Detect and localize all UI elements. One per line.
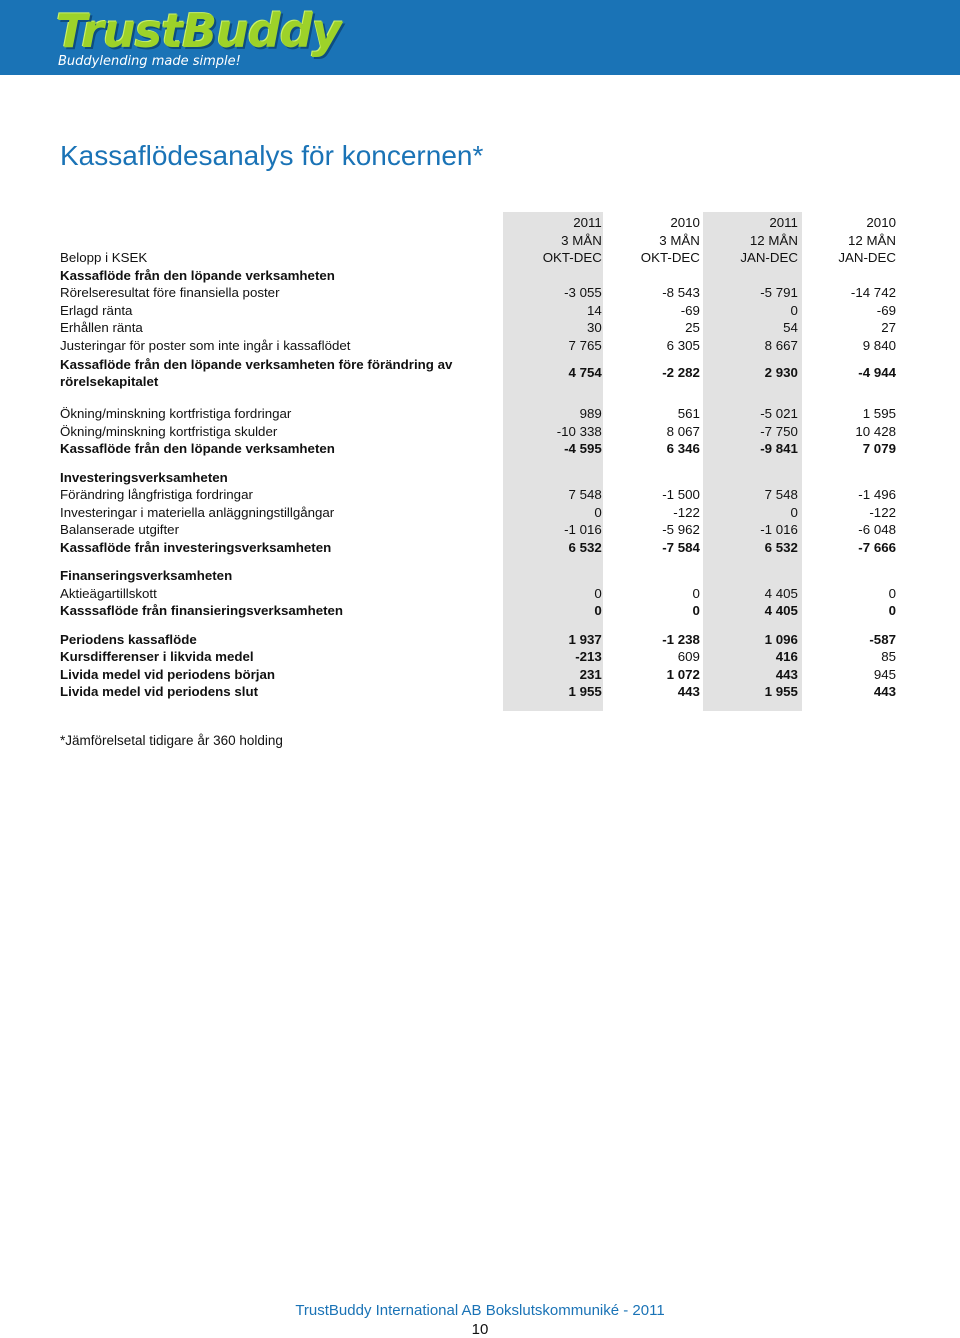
row-label: Finanseringsverksamheten (60, 568, 233, 583)
row-label: Ökning/minskning kortfristiga skulder (60, 423, 278, 439)
cell-value: -1 496 (858, 487, 896, 502)
cell-value: -4 595 (564, 441, 602, 456)
cell-value: -6 048 (858, 522, 896, 537)
cell-value: -14 742 (850, 285, 896, 300)
table-row (60, 648, 898, 666)
cell-value: 0 (888, 585, 896, 601)
trustbuddy-logo: TrustBuddy (56, 4, 341, 58)
row-label: Justeringar för poster som inte ingår i kassaflödet (60, 337, 351, 353)
table-row (60, 469, 898, 487)
cell-value: 6 532 (568, 539, 602, 555)
table-row (60, 405, 898, 423)
row-label: Livida medel vid periodens början (60, 666, 276, 682)
cell-value: 6 305 (666, 337, 700, 353)
cell-value: -7 666 (858, 539, 896, 555)
cell-value: 6 532 (764, 539, 798, 555)
cell-value: 85 (881, 649, 896, 664)
cell-value: -10 338 (556, 423, 602, 439)
table-row (60, 423, 898, 441)
spacer-row (60, 556, 898, 567)
table-row (60, 504, 898, 522)
col-period: 3 MÅN (561, 232, 602, 248)
cell-value (800, 567, 898, 585)
col-range: OKT-DEC (640, 250, 700, 265)
row-label: Livida medel vid periodens slut (60, 684, 259, 699)
cell-value: -2 282 (662, 365, 700, 381)
cell-value: -5 021 (760, 406, 798, 421)
cell-value (604, 567, 702, 585)
cell-value: 4 405 (764, 585, 798, 601)
cell-value: 25 (685, 320, 700, 335)
logo-tagline: Buddylending made simple! (58, 54, 241, 69)
cell-value (604, 469, 702, 487)
row-label: Kassaflöde från den löpande verksamheten (60, 267, 335, 283)
row-label: Aktieägartillskott (60, 585, 157, 601)
row-label: Balanserade utgifter (60, 522, 180, 537)
cell-value: 1 072 (666, 666, 700, 682)
header-bar (0, 0, 960, 75)
table-row (60, 319, 898, 337)
page-title: Kassaflödesanalys för koncernen* (60, 140, 484, 171)
cell-value: 0 (888, 603, 896, 618)
cell-value: 7 079 (862, 441, 896, 456)
col-period: 12 MÅN (749, 232, 798, 248)
row-label: Kassaflöde från den löpande verksamheten före förändring av rörelsekapitalet (60, 357, 453, 389)
cell-value: 443 (677, 684, 700, 699)
header-row-year (60, 214, 898, 232)
row-label: Investeringsverksamheten (60, 469, 228, 485)
cell-value: -3 055 (564, 285, 602, 300)
cell-value: -69 (876, 302, 896, 318)
table-row (60, 267, 898, 285)
cell-value: -5 962 (662, 522, 700, 537)
cell-value (702, 267, 800, 285)
page-number: 10 (471, 1321, 489, 1338)
row-label: Förändring långfristiga fordringar (60, 487, 253, 502)
cell-value: 4 754 (568, 365, 602, 381)
row-label: Kassaflöde från investeringsverksamheten (60, 539, 332, 555)
col-period: 12 MÅN (847, 232, 896, 248)
cell-value: 7 548 (764, 487, 798, 502)
row-label: Periodens kassaflöde (60, 631, 197, 647)
spacer-row (60, 394, 898, 405)
cell-value: 0 (594, 585, 602, 601)
cell-value: 416 (775, 649, 798, 664)
table-row (60, 666, 898, 684)
cell-value (506, 267, 604, 285)
unit-label: Belopp i KSEK (60, 250, 148, 265)
cell-value: 8 667 (764, 337, 798, 353)
table-row (60, 683, 898, 701)
table-row (60, 539, 898, 557)
cell-value: 0 (790, 302, 798, 318)
cell-value: -1 238 (662, 631, 700, 647)
row-label: Kasssaflöde från finansieringsverksamheten (60, 603, 344, 618)
cell-value: 989 (579, 406, 602, 421)
cell-value: 945 (873, 666, 896, 682)
cell-value: 7 548 (568, 487, 602, 502)
row-label: Kassaflöde från den löpande verksamheten (60, 441, 335, 456)
cell-value: -1 016 (564, 522, 602, 537)
table-row (60, 337, 898, 355)
cell-value: 0 (692, 603, 700, 618)
spacer-row (60, 458, 898, 469)
header-row-period (60, 232, 898, 250)
col-period: 3 MÅN (659, 232, 700, 248)
cell-value (800, 267, 898, 285)
row-label: Kursdifferenser i likvida medel (60, 649, 254, 664)
cell-value: 0 (594, 603, 602, 618)
cell-value: 30 (587, 320, 602, 335)
cell-value: 231 (579, 666, 602, 682)
cell-value: 443 (873, 684, 896, 699)
row-label: Rörelseresultat före finansiella poster (60, 285, 280, 300)
cell-value: -7 750 (760, 423, 798, 439)
table-row (60, 585, 898, 603)
table-row (60, 602, 898, 620)
table-row (60, 354, 898, 394)
col-year: 2011 (573, 215, 602, 230)
col-range: OKT-DEC (542, 250, 602, 265)
cell-value: -587 (869, 631, 896, 647)
cell-value: 0 (692, 585, 700, 601)
cash-flow-table (60, 214, 898, 701)
cell-value: 14 (587, 302, 602, 318)
cell-value: 6 346 (666, 441, 700, 456)
footer-text: TrustBuddy International AB Bokslutskommuniké - 2011 (295, 1302, 665, 1319)
cell-value: 1 595 (862, 406, 896, 421)
cell-value: -1 500 (662, 487, 700, 502)
cell-value (506, 469, 604, 487)
col-year: 2010 (670, 215, 700, 230)
row-label: Erlagd ränta (60, 302, 133, 318)
cell-value: -5 791 (760, 285, 798, 300)
col-range: JAN-DEC (838, 250, 896, 265)
cell-value: -213 (575, 649, 602, 664)
table-row (60, 521, 898, 539)
cell-value (702, 469, 800, 487)
cell-value: 54 (783, 320, 798, 335)
cell-value: -8 543 (662, 285, 700, 300)
cell-value: 8 067 (666, 423, 700, 439)
cell-value: 561 (677, 406, 700, 421)
cell-value: 443 (775, 666, 798, 682)
row-label: Erhållen ränta (60, 320, 143, 335)
cell-value: -69 (680, 302, 700, 318)
cell-value: 4 405 (764, 603, 798, 618)
cell-value (800, 469, 898, 487)
footnote: *Jämförelsetal tidigare år 360 holding (60, 733, 283, 748)
cell-value: -122 (673, 504, 700, 520)
table-row (60, 631, 898, 649)
table-row (60, 284, 898, 302)
cell-value: 609 (677, 649, 700, 664)
cell-value: 0 (594, 504, 602, 520)
cell-value: -4 944 (858, 365, 896, 381)
cell-value: 7 765 (568, 337, 602, 353)
cell-value: -1 016 (760, 522, 798, 537)
cell-value (604, 267, 702, 285)
cell-value (506, 567, 604, 585)
cell-value: -9 841 (760, 441, 798, 456)
row-label: Ökning/minskning kortfristiga fordringar (60, 406, 292, 421)
spacer-row (60, 620, 898, 631)
col-year: 2011 (769, 215, 798, 230)
cell-value: 1 937 (568, 631, 602, 647)
cell-value: 1 955 (764, 684, 798, 699)
cell-value: 10 428 (855, 423, 896, 439)
cell-value (702, 567, 800, 585)
cell-value: -122 (869, 504, 896, 520)
header-row-range (60, 249, 898, 267)
cell-value: 2 930 (764, 365, 798, 381)
table-row (60, 440, 898, 458)
cell-value: 0 (790, 504, 798, 520)
col-range: JAN-DEC (740, 250, 798, 265)
table-row (60, 567, 898, 585)
row-label: Investeringar i materiella anläggningstillgångar (60, 504, 335, 520)
table-row (60, 302, 898, 320)
cell-value: 9 840 (862, 337, 896, 353)
table-row (60, 486, 898, 504)
cell-value: 1 096 (764, 631, 798, 647)
cell-value: 1 955 (568, 684, 602, 699)
col-year: 2010 (866, 215, 896, 230)
cell-value: 27 (881, 320, 896, 335)
cell-value: -7 584 (662, 539, 700, 555)
